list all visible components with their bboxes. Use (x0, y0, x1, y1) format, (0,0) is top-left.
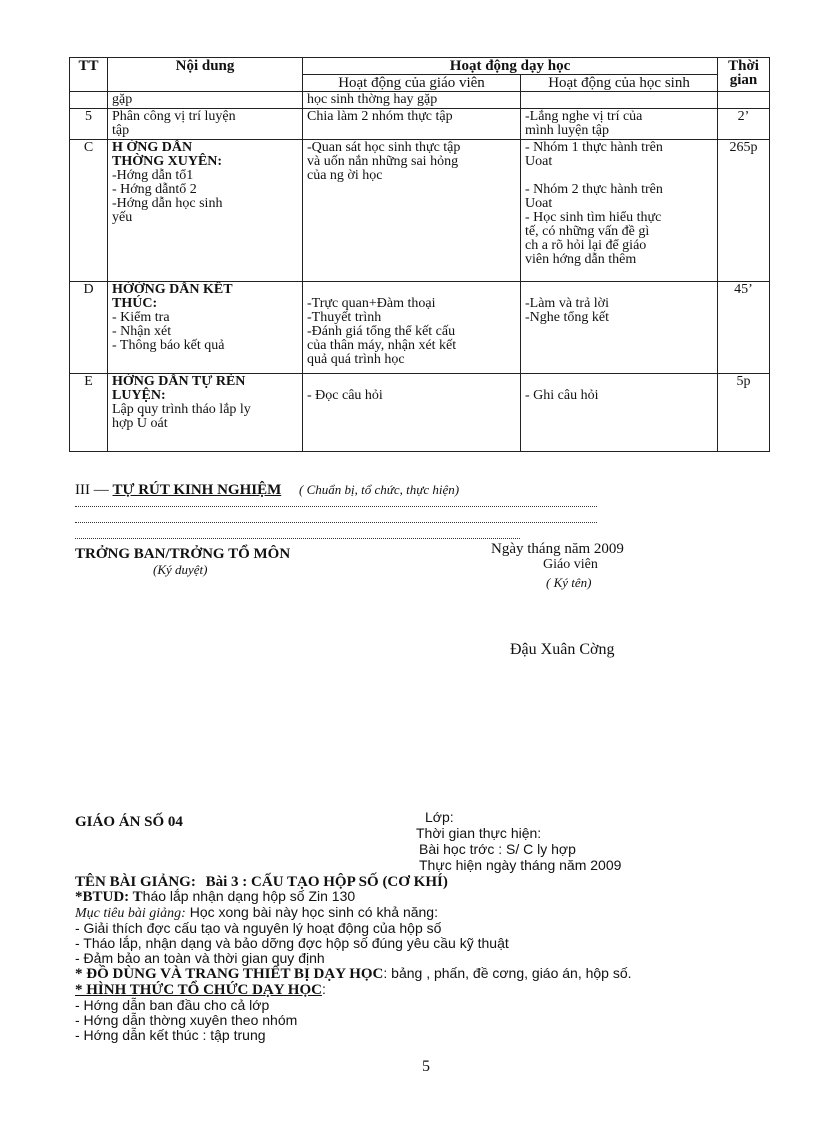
cell-student (521, 282, 718, 374)
goal-item: - Đảm bảo an toàn và thời gian quy định (75, 950, 325, 966)
cell-time: 2’ (718, 109, 770, 140)
cell-tt (70, 92, 108, 109)
dotted-line-2 (75, 522, 597, 523)
header-time-line2: gian (729, 72, 758, 88)
cell-tt: 5 (70, 109, 108, 140)
cell-line: Phân công vị trí luyện (112, 109, 236, 124)
btud-label: *BTUD: T (75, 889, 143, 905)
table-row (70, 374, 770, 452)
cell-line: -Thuyết trình (307, 310, 382, 325)
cell-line: mình luyện tập (525, 123, 609, 138)
dotted-line-1 (75, 506, 597, 507)
cell-time: 45’ (718, 282, 770, 374)
form-item: - Hớng dẫn thờng xuyên theo nhóm (75, 1012, 298, 1028)
cell-teacher (303, 140, 521, 282)
header-student: Hoạt động của học sinh (521, 75, 718, 92)
cell-line: -Làm và trả lời (525, 296, 609, 311)
experience-numeral: III — (75, 482, 109, 498)
cell-line: -Đánh giá tổng thể kết cấu (307, 324, 456, 339)
table-row (70, 109, 770, 140)
header-content: Nội dung (108, 58, 303, 92)
cell-line: - Học sinh tìm hiểu thực (525, 210, 662, 225)
experience-heading (75, 482, 459, 499)
header-tt: TT (70, 58, 108, 92)
equipment-value: : bảng , phấn, đề cơng, giáo án, hộp số. (383, 965, 632, 981)
cell-line: - Ghi câu hỏi (525, 388, 599, 403)
page-number: 5 (422, 1058, 430, 1075)
cell-line: -Hớng dẫn học sinh (112, 196, 223, 211)
header-time-line1: Thời (728, 58, 759, 74)
cell-tt: C (70, 140, 108, 282)
cell-line: của ng ời học (307, 168, 383, 183)
forms-colon: : (321, 981, 326, 997)
cell-content (108, 374, 303, 452)
head-of-department-title: TRỞNG BAN/TRỞNG TỔ MÔN (75, 546, 291, 562)
cell-line (525, 375, 713, 389)
cell-line: THỜNG XUYÊN: (112, 154, 223, 169)
cell-tt: D (70, 282, 108, 374)
cell-student (521, 92, 718, 109)
goal-label: Mục tiêu bài giảng: (75, 906, 186, 921)
lesson-number: GIÁO ÁN SỐ 04 (75, 814, 183, 830)
cell-line: - Thông báo kết quả (112, 338, 225, 353)
cell-line: -Trực quan+Đàm thoại (307, 296, 436, 311)
lesson-date: Thực hiện ngày tháng năm 2009 (419, 857, 622, 873)
cell-line: -Hớng dẫn tổ1 (112, 168, 194, 183)
btud-value: háo lắp nhận dạng hộp số Zin 130 (142, 888, 356, 904)
cell-line: - Nhóm 1 thực hành trên (525, 140, 663, 155)
equipment-label: * ĐỒ DÙNG VÀ TRANG THIẾT BỊ DẠY HỌC (75, 966, 384, 982)
cell-time: 5p (718, 374, 770, 452)
cell-line: Chia làm 2 nhóm thực tập (307, 109, 453, 124)
lesson-plan-table (69, 57, 770, 452)
goal-item: - Tháo lắp, nhận dạng và bảo dỡng đợc hộp số đúng yêu cầu kỹ thuật (75, 935, 509, 951)
class-label: Lớp: (425, 809, 454, 825)
cell-line: Uoat (525, 196, 553, 211)
cell-line: Uoat (525, 154, 553, 169)
cell-line (525, 169, 713, 183)
signature-date: Ngày tháng năm 2009 (491, 541, 624, 557)
teacher-name: Đậu Xuân Cờng (510, 641, 615, 658)
cell-teacher (303, 109, 521, 140)
cell-time (718, 92, 770, 109)
lesson-title-label: TÊN BÀI GIẢNG: (75, 874, 196, 890)
cell-line: viên hớng dẫn thêm (525, 252, 637, 267)
cell-line: hợp Ủ oát (112, 416, 168, 431)
experience-note: ( Chuẩn bị, tổ chức, thực hiện) (299, 482, 460, 497)
time-label: Thời gian thực hiện: (416, 825, 542, 841)
cell-line: của thân máy, nhận xét kết (307, 338, 457, 353)
sign-note: ( Ký tên) (546, 575, 592, 590)
cell-line: THÚC: (112, 296, 158, 311)
header-teacher: Hoạt động của giáo viên (303, 75, 521, 92)
cell-content (108, 282, 303, 374)
header-activity: Hoạt động dạy học (303, 58, 718, 75)
cell-content (108, 92, 303, 109)
cell-line: H ỚNG DẪN (112, 140, 193, 155)
experience-title: TỰ RÚT KINH NGHIỆM (112, 482, 282, 498)
header-time (718, 58, 770, 92)
dotted-line-3 (75, 538, 520, 539)
cell-line: HỚỚNG DẪN KẾT (112, 282, 233, 297)
forms-label: * HÌNH THỨC TỔ CHỨC DẠY HỌC (75, 982, 322, 998)
cell-line: - Kiểm tra (112, 310, 170, 325)
approval-note: (Ký duyệt) (153, 562, 208, 577)
lesson-details (75, 889, 632, 1043)
cell-student (521, 374, 718, 452)
cell-line: ch a rõ hỏi lại để giáo (525, 238, 647, 253)
cell-line (525, 283, 713, 297)
cell-line: -Nghe tổng kết (525, 310, 609, 325)
cell-line: HỚNG DẪN TỰ RÈN (112, 374, 246, 389)
cell-line: - Hớng dẫntổ 2 (112, 182, 197, 197)
cell-student (521, 109, 718, 140)
cell-line: -Lắng nghe vị trí của (525, 109, 643, 124)
cell-line: gặp (112, 92, 133, 107)
cell-line: tập (112, 123, 130, 138)
form-item: - Hớng dẫn ban đầu cho cả lớp (75, 997, 270, 1013)
cell-line: và uốn nắn những sai hỏng (307, 154, 459, 169)
cell-teacher (303, 282, 521, 374)
cell-time: 265p (718, 140, 770, 282)
cell-line: yếu (112, 210, 133, 225)
cell-line: LUYỆN: (112, 388, 166, 403)
cell-line (307, 283, 516, 297)
cell-line: Lập quy trình tháo lắp ly (112, 402, 251, 417)
cell-teacher (303, 92, 521, 109)
cell-line: quả quá trình học (307, 352, 405, 367)
cell-content (108, 140, 303, 282)
form-item: - Hớng dẫn kết thúc : tập trung (75, 1027, 266, 1043)
cell-line: -Quan sát học sinh thực tập (307, 140, 461, 155)
cell-student (521, 140, 718, 282)
table-row (70, 282, 770, 374)
cell-line: học sinh thờng hay gặp (307, 92, 438, 107)
cell-line: - Nhận xét (112, 324, 172, 339)
table-row (70, 92, 770, 109)
cell-line: - Nhóm 2 thực hành trên (525, 182, 663, 197)
cell-tt: E (70, 374, 108, 452)
cell-line: - Đọc câu hỏi (307, 388, 383, 403)
cell-content (108, 109, 303, 140)
table-row (70, 140, 770, 282)
previous-lesson: Bài học trớc : S/ C ly hợp (419, 841, 576, 857)
cell-teacher (303, 374, 521, 452)
cell-line: tế, có những vấn đề gì (525, 224, 650, 239)
goal-value: Học xong bài này học sinh có khả năng: (185, 904, 438, 920)
goal-item: - Giải thích đợc cấu tạo và nguyên lý hoạt động của hộp số (75, 920, 442, 936)
lesson-title-value: Bài 3 : CẤU TẠO HỘP SỐ (CƠ KHÍ) (205, 874, 448, 890)
cell-line (307, 375, 516, 389)
teacher-role: Giáo viên (543, 557, 598, 572)
